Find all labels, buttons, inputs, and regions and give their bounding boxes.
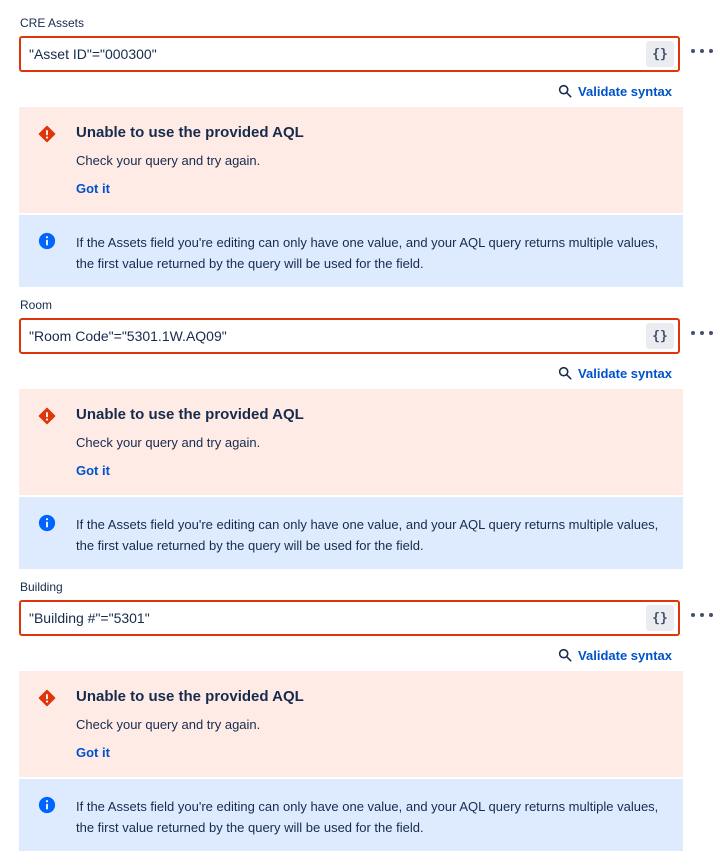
aql-query-input[interactable] — [19, 600, 680, 636]
more-options-button[interactable] — [691, 608, 713, 622]
error-section-message — [19, 107, 683, 213]
validate-syntax-link[interactable] — [558, 82, 672, 100]
aql-query-value[interactable]: "Asset ID"="000300" — [29, 46, 157, 62]
more-horizontal-icon — [691, 49, 695, 53]
got-it-link[interactable]: Got it — [76, 745, 110, 760]
validate-syntax-label[interactable]: Validate syntax — [578, 365, 672, 381]
error-title: Unable to use the provided AQL — [76, 124, 304, 141]
code-brace-button[interactable]: {} — [646, 605, 674, 631]
info-icon — [38, 232, 56, 250]
info-icon — [38, 514, 56, 532]
search-icon — [558, 84, 572, 98]
error-title: Unable to use the provided AQL — [76, 406, 304, 423]
field-label: Room — [20, 298, 53, 312]
search-icon — [558, 366, 572, 380]
info-section-message — [19, 497, 683, 569]
error-message: Check your query and try again. — [76, 153, 261, 168]
error-title: Unable to use the provided AQL — [76, 688, 304, 705]
info-message: If the Assets field you're editing can only have one value, and your AQL query returns multiple values, the first value returned by the query will be used for the field. — [76, 517, 659, 553]
more-options-button[interactable] — [691, 326, 713, 340]
more-options-button[interactable] — [691, 44, 713, 58]
got-it-link[interactable]: Got it — [76, 463, 110, 478]
code-brace-button[interactable]: {} — [646, 41, 674, 67]
info-section-message — [19, 779, 683, 851]
aql-query-input[interactable] — [19, 36, 680, 72]
error-icon — [38, 407, 56, 425]
aql-query-input[interactable] — [19, 318, 680, 354]
validate-syntax-link[interactable] — [558, 646, 672, 664]
field-label: Building — [20, 580, 63, 594]
more-horizontal-icon — [691, 331, 695, 335]
error-message: Check your query and try again. — [76, 435, 261, 450]
validate-syntax-link[interactable] — [558, 364, 672, 382]
error-message: Check your query and try again. — [76, 717, 261, 732]
info-section-message — [19, 215, 683, 287]
info-icon — [38, 796, 56, 814]
info-message: If the Assets field you're editing can only have one value, and your AQL query returns multiple values, the first value returned by the query will be used for the field. — [76, 235, 659, 271]
code-brace-button[interactable]: {} — [646, 323, 674, 349]
validate-syntax-label[interactable]: Validate syntax — [578, 647, 672, 663]
error-icon — [38, 125, 56, 143]
aql-query-value[interactable]: "Building #"="5301" — [29, 610, 150, 626]
field-label: CRE Assets — [20, 16, 85, 30]
search-icon — [558, 648, 572, 662]
got-it-link[interactable]: Got it — [76, 181, 110, 196]
more-horizontal-icon — [691, 613, 695, 617]
validate-syntax-label[interactable]: Validate syntax — [578, 83, 672, 99]
info-message: If the Assets field you're editing can only have one value, and your AQL query returns multiple values, the first value returned by the query will be used for the field. — [76, 799, 659, 835]
error-icon — [38, 689, 56, 707]
error-section-message — [19, 671, 683, 777]
error-section-message — [19, 389, 683, 495]
aql-query-value[interactable]: "Room Code"="5301.1W.AQ09" — [29, 328, 227, 344]
